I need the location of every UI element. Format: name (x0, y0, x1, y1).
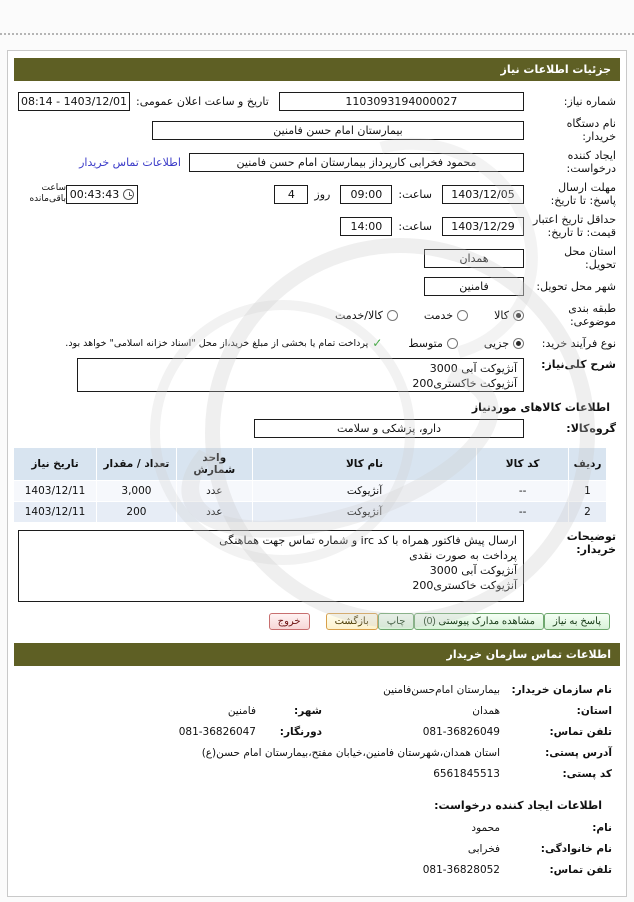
cell-item-name: آنژیوکت (252, 481, 476, 502)
process-option-medium-label: متوسط (408, 336, 443, 350)
col-row-number: ردیف (569, 448, 607, 481)
row-price-validity (14, 210, 620, 242)
last-name-value: فخرابی (467, 843, 500, 855)
table-row (14, 502, 607, 523)
first-name-value: محمود (471, 822, 500, 834)
row-category (14, 299, 620, 331)
last-name-label: نام خانوادگی: (540, 843, 612, 855)
deadline-time-field: 09:00 (340, 185, 392, 204)
row-creator-phone (18, 860, 616, 881)
row-creator (14, 146, 620, 178)
cell-row-number: 1 (569, 481, 607, 502)
goods-table (13, 447, 607, 523)
postal-code-label: کد پستی: (562, 768, 612, 780)
contact-fax-label: دورنگار: (279, 726, 322, 738)
row-deadline (14, 178, 620, 210)
respond-button[interactable]: پاسخ به نیاز (544, 613, 610, 630)
print-button[interactable]: چاپ (378, 613, 415, 630)
col-need-date: تاریخ نیاز (14, 448, 97, 481)
process-option-minor[interactable] (484, 337, 524, 350)
radio-goods-service-icon[interactable] (387, 310, 398, 321)
treasury-checkbox-label: پرداخت تمام یا بخشی از مبلغ خرید،از محل "اسناد خزانه اسلامی" خواهد بود. (65, 337, 369, 349)
cell-unit: عدد (176, 481, 252, 502)
announce-label: تاریخ و ساعت اعلان عمومی: (136, 95, 269, 108)
row-goods-group (14, 416, 620, 441)
contact-city-value: فامنین (227, 705, 256, 717)
buyer-notes-field (18, 530, 524, 602)
remaining-time-value: 00:43:43 (69, 187, 120, 201)
row-need-number (14, 89, 620, 114)
org-name-value: بیمارستان امام‌حسن‌فامنین (383, 684, 500, 696)
back-button[interactable]: بازگشت (326, 613, 378, 630)
city-field: فامنین (424, 277, 524, 296)
price-validity-time-field: 14:00 (340, 217, 392, 236)
row-province (14, 242, 620, 274)
price-validity-hour-label: ساعت: (398, 219, 432, 233)
description-field (77, 358, 524, 392)
creator-info-title: اطلاعات ایجاد کننده درخواست: (434, 799, 602, 812)
radio-goods-icon[interactable] (513, 310, 524, 321)
contact-province-value: همدان (472, 705, 500, 717)
price-validity-label: حداقل تاریخ اعتبار قیمت: تا تاریخ: (532, 213, 616, 239)
col-unit: واحد شمارش (176, 448, 252, 481)
buyer-notes-line: آنژیوکت خاکستری200 (412, 579, 517, 592)
view-attachments-button[interactable]: مشاهده مدارک پیوستی (0) (414, 613, 544, 630)
row-process-type (14, 331, 620, 355)
row-province-city (18, 701, 616, 722)
contact-fax-value: 081-36826047 (178, 726, 256, 738)
goods-group-field: دارو، پزشکی و سلامت (254, 419, 524, 438)
announce-field: 1403/12/01 - 08:14 (18, 92, 130, 111)
need-form (8, 87, 626, 636)
row-phone-fax (18, 722, 616, 743)
creator-phone-label: تلفن تماس: (549, 864, 612, 876)
goods-section-title: اطلاعات کالاهای موردنیاز (471, 401, 610, 414)
buyer-notes-line: پرداخت به صورت نقدی (409, 549, 517, 562)
row-city (14, 274, 620, 299)
row-buyer-notes (14, 527, 620, 605)
day-label: روز (314, 187, 331, 201)
description-label: شرح کلی‌نیاز: (541, 358, 616, 371)
row-first-name (18, 818, 616, 839)
table-row (14, 481, 607, 502)
process-option-medium[interactable] (408, 337, 458, 350)
city-label: شهر محل تحویل: (536, 280, 616, 293)
category-option-goods-service-label: کالا/خدمت (335, 308, 383, 322)
cell-item-code: -- (477, 481, 569, 502)
contact-phone-label: تلفن تماس: (549, 726, 612, 738)
row-description (14, 355, 620, 395)
category-label: طبقه بندی موضوعی: (568, 302, 616, 328)
contact-phone-value: 081-36826049 (422, 726, 500, 738)
need-number-field: 1103093194000027 (279, 92, 524, 111)
contact-city-label: شهر: (294, 705, 322, 717)
first-name-label: نام: (592, 822, 612, 834)
buyer-org-field: بیمارستان امام حسن فامنین (152, 121, 524, 140)
process-type-label: نوع فرآیند خرید: (541, 336, 616, 350)
cell-need-date: 1403/12/11 (14, 502, 97, 523)
price-validity-date-field: 1403/12/29 (442, 217, 524, 236)
process-option-minor-label: جزیی (483, 336, 509, 350)
cell-item-code: -- (477, 502, 569, 523)
cell-unit: عدد (176, 502, 252, 523)
radio-medium-icon[interactable] (447, 338, 458, 349)
cell-need-date: 1403/12/11 (14, 481, 97, 502)
exit-button[interactable]: خروج (269, 613, 310, 630)
section-header-need-details: جزئیات اطلاعات نیاز (14, 58, 620, 81)
cell-quantity: 3,000 (97, 481, 177, 502)
deadline-date-field: 1403/12/05 (442, 185, 524, 204)
buyer-contact-section (8, 672, 626, 881)
category-option-goods-label: کالا (494, 308, 509, 322)
creator-phone-value: 081-36828052 (422, 864, 500, 876)
province-field: همدان (424, 249, 524, 268)
deadline-hour-label: ساعت: (398, 187, 432, 201)
buyer-contact-link[interactable]: اطلاعات تماس خریدار (79, 155, 181, 169)
row-address (18, 743, 616, 764)
row-org-name (18, 680, 616, 701)
deadline-label: مهلت ارسال پاسخ: تا تاریخ: (550, 181, 616, 207)
buyer-org-label: نام دستگاه خریدار: (566, 117, 616, 143)
contact-address-label: آدرس پستی: (545, 747, 612, 759)
need-number-label: شماره نیاز: (563, 95, 616, 108)
buyer-notes-line: ارسال پیش فاکتور همراه با کد irc و شماره تماس جهت هماهنگی (219, 534, 517, 547)
creator-label: ایجاد کننده درخواست: (566, 149, 616, 175)
goods-table-header-row (14, 448, 607, 481)
description-line: آنژیوکت آبی 3000 (429, 362, 517, 375)
remaining-time-field (66, 185, 138, 204)
postal-code-value: 6561845513 (433, 768, 500, 780)
col-item-code: کد کالا (477, 448, 569, 481)
org-name-label: نام سازمان خریدار: (511, 684, 612, 696)
clock-icon (123, 189, 134, 200)
top-dotted-divider (0, 33, 634, 35)
row-postal-code (18, 764, 616, 785)
col-item-name: نام کالا (252, 448, 476, 481)
category-option-service-label: خدمت (423, 308, 454, 322)
contact-address-value: استان همدان،شهرستان فامنین،خیابان مفتح،بیمارستان امام حسن(ع) (201, 747, 500, 759)
section-header-buyer-contact: اطلاعات تماس سازمان خریدار (14, 643, 620, 666)
need-details-panel (7, 50, 627, 897)
row-buyer-org (14, 114, 620, 146)
cell-quantity: 200 (97, 502, 177, 523)
category-option-goods-service[interactable] (335, 309, 398, 322)
row-last-name (18, 839, 616, 860)
radio-minor-icon[interactable] (513, 338, 524, 349)
category-option-goods[interactable] (494, 309, 524, 322)
category-option-service[interactable] (424, 309, 468, 322)
radio-service-icon[interactable] (457, 310, 468, 321)
description-line: آنژیوکت خاکستری200 (412, 377, 517, 390)
province-label: استان محل تحویل: (564, 245, 616, 271)
buyer-notes-label: توضیحات خریدار: (566, 530, 616, 556)
creator-field: محمود فخرابی کارپرداز بیمارستان امام حسن فامنین (189, 153, 524, 172)
contact-province-label: استان: (576, 705, 612, 717)
days-remaining-field: 4 (274, 185, 308, 204)
col-quantity: تعداد / مقدار (97, 448, 177, 481)
action-buttons (14, 605, 620, 634)
cell-item-name: آنژیوکت (252, 502, 476, 523)
cell-row-number: 2 (569, 502, 607, 523)
remaining-time-label: ساعت باقی‌مانده (29, 183, 66, 204)
treasury-checkbox[interactable]: ✓ (372, 336, 383, 350)
goods-group-label: گروه‌کالا: (566, 422, 616, 435)
buyer-notes-line: آنژیوکت آبی 3000 (429, 564, 517, 577)
